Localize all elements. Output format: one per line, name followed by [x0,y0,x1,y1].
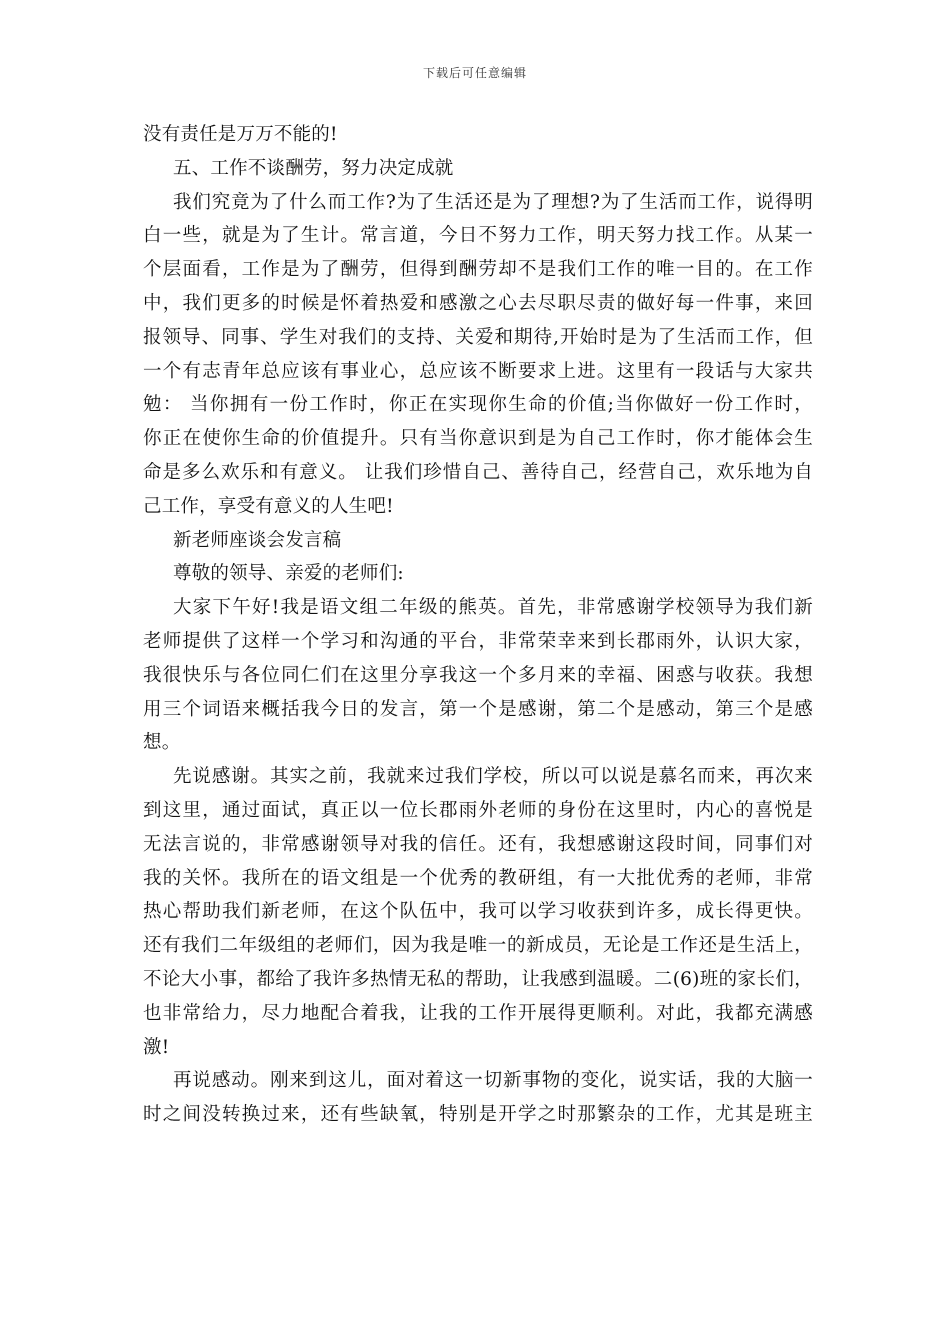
text-line: 时之间没转换过来，还有些缺氧，特别是开学之时那繁杂的工作，尤其是班主 [143,1104,813,1126]
text-line: 没有责任是万万不能的! [143,124,338,145]
text-line: 中，我们更多的时候是怀着热爱和感激之心去尽职尽责的做好每一件事，来回 [143,292,813,314]
text-line: 大家下午好!我是语文组二年级的熊英。首先，非常感谢学校领导为我们新 [173,597,813,619]
text-line: 勉： 当你拥有一份工作时，你正在实现你生命的价值;当你做好一份工作时， [143,394,813,416]
text-line: 新老师座谈会发言稿 [173,529,342,551]
text-line: 尊敬的领导、亲爱的老师们: [173,563,404,585]
text-line: 也非常给力，尽力地配合着我，让我的工作开展得更顺利。对此，我都充满感 [143,1002,813,1024]
text-line: 我们究竟为了什么而工作?为了生活还是为了理想?为了生活而工作，说得明 [173,191,813,213]
text-line: 我的关怀。我所在的语文组是一个优秀的教研组，有一大批优秀的老师，非常 [143,867,813,889]
text-line: 白一些，就是为了生计。常言道，今日不努力工作，明天努力找工作。从某一 [143,225,813,247]
text-line: 再说感动。刚来到这儿，面对着这一切新事物的变化，说实话，我的大脑一 [173,1070,813,1092]
text-line: 五、工作不谈酬劳，努力决定成就 [173,157,454,179]
text-line: 激! [143,1036,170,1058]
text-line: 己工作，享受有意义的人生吧! [143,495,394,517]
text-line: 无法言说的，非常感谢领导对我的信任。还有，我想感谢这段时间，同事们对 [143,833,813,855]
text-line: 老师提供了这样一个学习和沟通的平台，非常荣幸来到长郡雨外，认识大家， [143,630,813,652]
header-note: 下载后可任意编辑 [422,66,527,80]
text-line: 不论大小事，都给了我许多热情无私的帮助，让我感到温暖。二(6)班的家长们， [143,968,813,990]
text-line: 还有我们二年级组的老师们，因为我是唯一的新成员，无论是工作还是生活上， [143,935,813,957]
text-line: 你正在使你生命的价值提升。只有当你意识到是为自己工作时，你才能体会生 [143,428,813,450]
text-line: 先说感谢。其实之前，我就来过我们学校，所以可以说是慕名而来，再次来 [173,766,813,788]
text-line: 到这里，通过面试，真正以一位长郡雨外老师的身份在这里时，内心的喜悦是 [143,799,813,821]
text-line: 我很快乐与各位同仁们在这里分享我这一个多月来的幸福、困惑与收获。我想 [143,664,813,686]
text-line: 命是多么欢乐和有意义。 让我们珍惜自己、善待自己，经营自己，欢乐地为自 [143,461,813,483]
text-line: 个层面看，工作是为了酬劳，但得到酬劳却不是我们工作的唯一目的。在工作 [143,259,813,281]
text-line: 一个有志青年总应该有事业心，总应该不断要求上进。这里有一段话与大家共 [143,360,813,382]
text-line: 用三个词语来概括我今日的发言，第一个是感谢，第二个是感动，第三个是感 [143,698,813,720]
text-line: 想。 [143,732,181,754]
text-line: 热心帮助我们新老师，在这个队伍中，我可以学习收获到许多，成长得更快。 [143,901,813,923]
document-body [143,118,813,1132]
text-line: 报领导、同事、学生对我们的支持、关爱和期待,开始时是为了生活而工作，但 [143,326,813,348]
